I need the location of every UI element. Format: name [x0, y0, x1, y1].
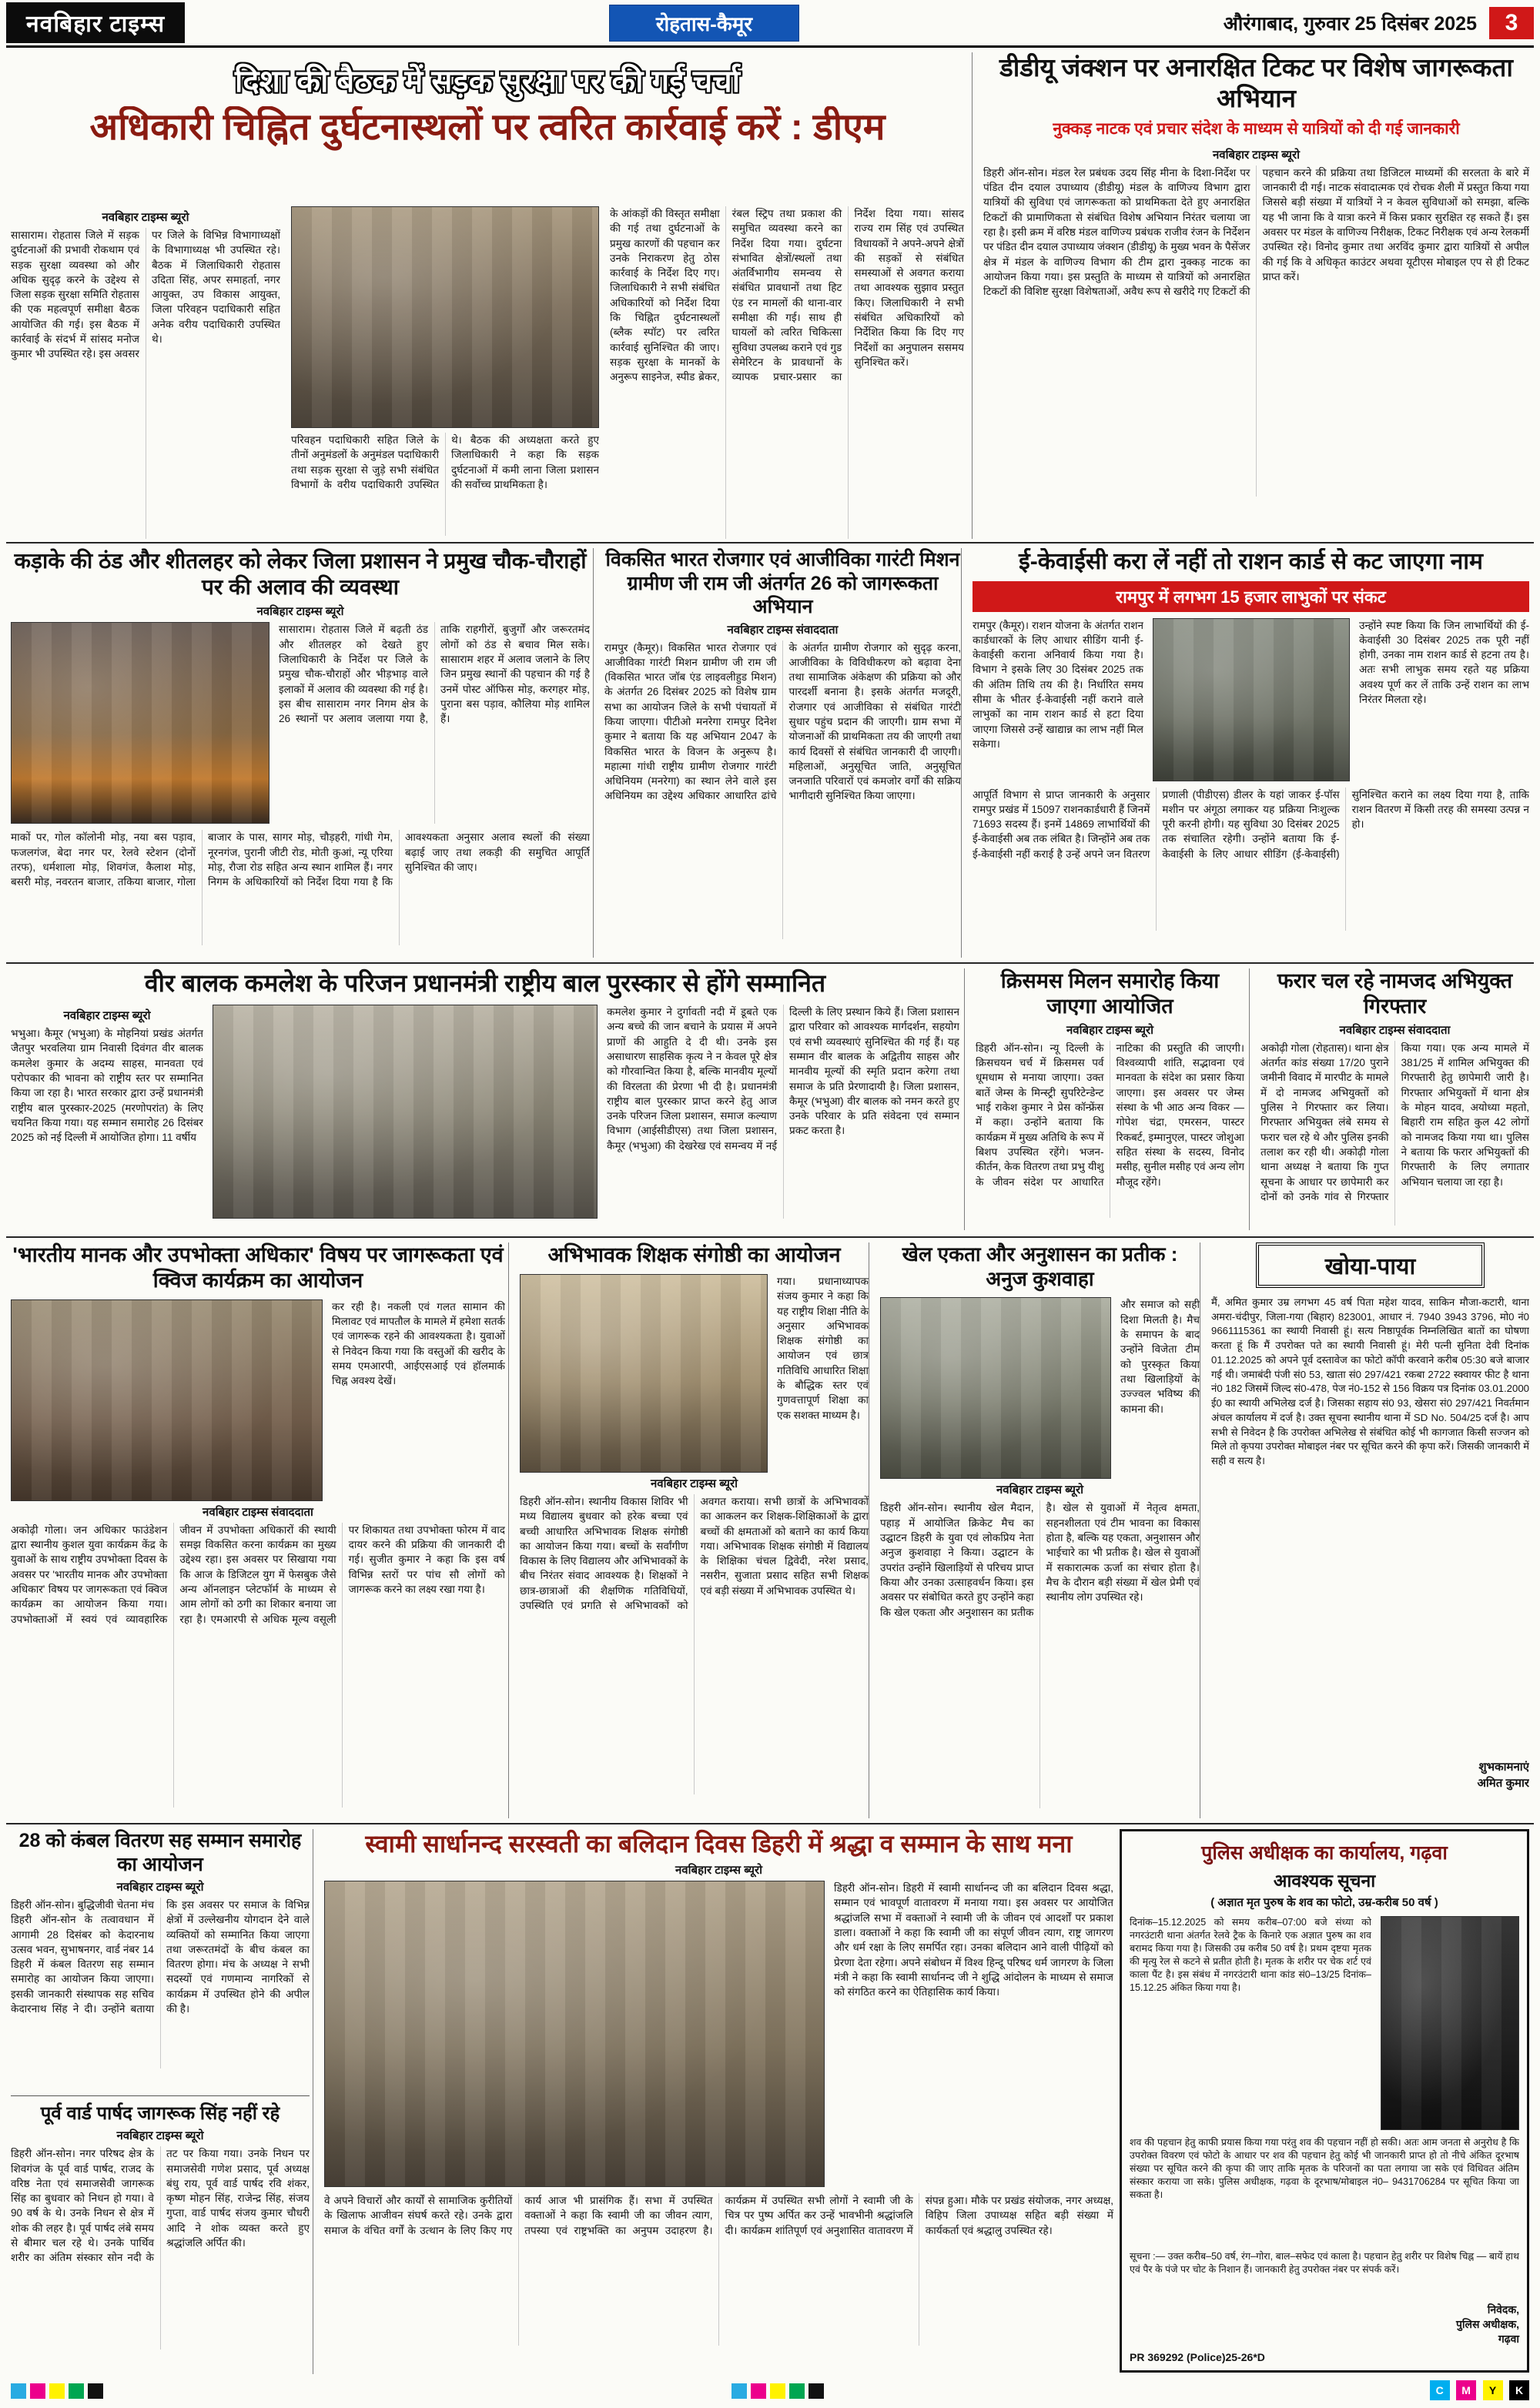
vikasit-headline: विकसित भारत रोजगार एवं आजीविका गारंटी मिशन ग्रामीण जी राम जी अंतर्गत 26 को जागरूकता अभियान	[605, 549, 960, 617]
veer-body-right: कमलेश कुमार ने दुर्गावती नदी में डूबते एक अन्य बच्चे की जान बचाने के प्रयास में अपने प्राणों की आहुति दे दी थी। उनके इस असाधारण साहसिक कृत्य ने न केवल पूरे क्षेत्र को गौरवान्वित किया है, बल्कि मानवीय मूल्यों की विरलता की प्रेरणा भी दी है। प्रधानमंत्री राष्ट्रीय बाल पुरस्कार प्राप्त करने हेतु आज उनके परिजन जिला प्रशासन, समाज कल्याण विभाग (आईसीडीएस) तथा जिला प्रशासन, कैमूर (भभुआ) की देखरेख एवं समन्वय में नई दिल्ली के लिए प्रस्थान किये हैं। जिला प्रशासन द्वारा परिवार को आवश्यक मार्गदर्शन, सहयोग एवं सभी व्यवस्थाएं सुनिश्चित की गई हैं। यह सम्मान वीर बालक के अद्वितीय साहस और मानवीय मूल्यों की स्मृति प्रदान करेगा तथा समाज के प्रति प्रेरणादायी है। जिला प्रशासन, कैमूर (भभुआ) वीर बालक को नमन करते हुए उनके परिवार के प्रति संवेदना एवं सम्मान प्रकट करता है।	[607, 1006, 959, 1152]
parshad-byline: नवबिहार टाइम्स ब्यूरो	[116, 2129, 204, 2143]
sangosthi-body-side: गया। प्रधानाध्यापक संजय कुमार ने कहा कि यह राष्ट्रीय शिक्षा नीति के अनुसार अभिभावक शिक्षक संगोष्ठी का आयोजन एवं छात्र गतिविधि आधारित शिक्षा के बौद्धिक स्तर एवं गुणवत्तापूर्ण शिक्षा का एक सशक्त माध्यम है।	[777, 1275, 869, 1421]
school-photo	[520, 1274, 768, 1473]
tribute-gathering-photo	[324, 1881, 825, 2187]
police-pr-number: PR 369292 (Police)25-26*D	[1130, 2350, 1265, 2363]
bonfire-photo	[11, 622, 270, 824]
veer-headline: वीर बालक कमलेश के परिजन प्रधानमंत्री राष्ट्रीय बाल पुरस्कार से होंगे सम्मानित	[144, 969, 826, 997]
veer-article	[11, 968, 959, 1230]
page-header	[6, 5, 1534, 48]
lead-kicker: दिशा की बैठक में सड़क सुरक्षा पर की गई चर्चा	[234, 65, 741, 99]
registration-mark	[732, 2383, 747, 2399]
vikasit-body: रामपुर (कैमूर)। विकसित भारत रोजगार एवं आजीविका गारंटी मिशन ग्रामीण जी राम जी (विकसित भारत जॉब एंड लाइवलीहुड मिशन) के अंतर्गत 26 दिसंबर 2025 को विशेष ग्राम सभा का आयोजन जिले के सभी पंचायतों में किया जाएगा। पीटीओ मनरेगा रामपुर दिनेश कुमार ने बताया कि यह अभियान 2047 के विकसित भारत के विजन के अनुरूप है। महात्मा गांधी राष्ट्रीय ग्रामीण रोजगार गारंटी अधिनियम (मनरेगा) का स्थान लेने वाले इस अधिनियम का उद्देश्य अधिकार आधारित ढांचे के अंतर्गत ग्रामीण रोजगार को सुदृढ़ करना, आजीविका के विविधीकरण को बढ़ावा देना तथा सामाजिक अंकेक्षण की प्रक्रिया को और पारदर्शी बनाना है। इसके अंतर्गत मजदूरी, रोजगार एवं आजीविका से संबंधित गारंटी सुधार पहुंच प्रदान की जाएगी। ग्राम सभा में योजनाओं की प्राथमिकता तय की जाएगी तथा कार्य दिवसों से संबंधित जानकारी दी जाएगी। महिलाओं, अनुसूचित जाति, अनुसूचित जनजाति परिवारों एवं कमजोर वर्गों की सक्रिय भागीदारी सुनिश्चित किया जाएगा।	[604, 641, 961, 802]
ddu-body: डिहरी ऑन-सोन। मंडल रेल प्रबंधक उदय सिंह मीना के दिशा-निर्देश पर पंडित दीन दयाल उपाध्याय (डीडीयू) मंडल के वाणिज्य विभाग द्वारा यात्रियों की सुविधा एवं जागरूकता को प्राथमिकता देते हुए अनारक्षित टिकटों की प्रामाणिकता से संबंधित विशेष अभियान निरंतर चलाया जा रहा है। इसी क्रम में वरिष्ठ मंडल वाणिज्य प्रबंधक राजीव रंजन के निर्देशन पर पंडित दीन दयाल उपाध्याय जंक्शन (डीडीयू) के मुख्य भवन के पैसेंजर क्षेत्र में मंडल के वाणिज्य विभाग की टीम द्वारा नुक्कड़ नाटक का आयोजन किया गया। इस प्रस्तुति के माध्यम से यात्रियों को अनारक्षित टिकटों की विशिष्ट सुरक्षा विशेषताओं, अवैध रूप से खरीदे गए टिकटों की पहचान करने की प्रक्रिया तथा डिजिटल माध्यमों की सरलता के बारे में जानकारी दी गई। नाटक संवादात्मक एवं रोचक शैली में प्रस्तुत किया गया जिससे बड़ी संख्या में यात्रियों ने न केवल सुविधाओं को समझा, बल्कि यह भी जाना कि वे यात्रा करने में किस प्रकार सुरक्षित रह सकते हैं। इस अवसर पर मंडल के वाणिज्य निरीक्षक, टिकट निरीक्षक एवं अन्य रेलकर्मी उपस्थित रहे। विनोद कुमार तथा अरविंद कुमार द्वारा यात्रियों से अपील की गई कि वे अधिकृत काउंटर अथवा यूटीएस मोबाइल एप से ही टिकट प्राप्त करें।	[983, 166, 1529, 298]
alav-byline: नवबिहार टाइम्स ब्यूरो	[256, 605, 344, 619]
sangosthi-byline: नवबिहार टाइम्स ब्यूरो	[650, 1477, 738, 1490]
farar-body: अकोढ़ी गोला (रोहतास)। थाना क्षेत्र अंतर्गत कांड संख्या 17/20 पुराने जमीनी विवाद में मारपीट के मामले में दो नामजद अभियुक्तों को पुलिस ने गिरफ्तार कर लिया। गिरफ्तार अभियुक्त लंबे समय से फरार चल रहे थे और पुलिस इनकी तलाश कर रही थी। अकोढ़ी गोला थाना अध्यक्ष ने बताया कि गुप्त सूचना के आधार पर छापेमारी कर दोनों को उनके गांव से गिरफ्तार किया गया। एक अन्य मामले में 381/25 में शामिल अभियुक्त की गिरफ्तारी हेतु छापेमारी जारी है। गिरफ्तार अभियुक्तों में थाना क्षेत्र के मोहन यादव, अयोध्या महतो, बिहारी राम सहित कुल 42 लोगों को नामजद किया गया था। पुलिस ने बताया कि फरार अभियुक्तों की गिरफ्तारी के लिए लगातार अभियान चलाया जा रहा है।	[1260, 1042, 1529, 1202]
ekyc-article	[961, 548, 1529, 958]
veer-byline: नवबिहार टाइम्स ब्यूरो	[63, 1009, 151, 1023]
section-divider	[6, 1236, 1534, 1238]
kambal-byline: नवबिहार टाइम्स ब्यूरो	[116, 1881, 204, 1894]
swami-byline: नवबिहार टाइम्स ब्यूरो	[675, 1864, 762, 1878]
khel-headline: खेल एकता और अनुशासन का प्रतीक : अनुज कुशवाहा	[902, 1242, 1178, 1290]
registration-marks-left	[11, 2383, 107, 2399]
police-notice-photo-row	[1130, 1916, 1519, 2130]
farar-headline: फरार चल रहे नामजद अभियुक्त गिरफ्तार	[1277, 969, 1513, 1018]
kambal-body: डिहरी ऑन-सोन। बुद्धिजीवी चेतना मंच डिहरी ऑन-सोन के तत्वावधान में आगामी 28 दिसंबर को केदारनाथ उत्सव भवन, सुभाषनगर, वार्ड नंबर 14 डिहरी में कंबल वितरण सह सम्मान समारोह का आयोजन किया जाएगा। इसकी जानकारी संस्थापक सह सचिव केदारनाथ सिंह ने दी। उन्होंने बताया कि इस अवसर पर समाज के विभिन्न क्षेत्रों में उल्लेखनीय योगदान देने वाले व्यक्तियों को सम्मानित किया जाएगा तथा जरूरतमंदों के बीच कंबल का वितरण होगा। मंच के अध्यक्ष ने सभी सदस्यों एवं गणमान्य नागरिकों से कार्यक्रम में उपस्थित होने की अपील की है।	[11, 1899, 310, 2015]
khoya-paya-notice	[1200, 1242, 1529, 1818]
khel-byline: नवबिहार टाइम्स ब्यूरो	[996, 1483, 1083, 1497]
police-notice-title: पुलिस अधीक्षक का कार्यालय, गढ़वा	[1201, 1842, 1448, 1864]
ekyc-subhead: रामपुर में लगभग 15 हजार लाभुकों पर संकट	[973, 581, 1529, 612]
registration-mark	[69, 2383, 84, 2399]
cricket-team-photo	[880, 1297, 1111, 1479]
registration-mark	[49, 2383, 65, 2399]
section-divider	[6, 542, 1534, 543]
khoya-paya-signature	[1211, 1759, 1529, 1791]
cmyk-block-k: K	[1509, 2380, 1529, 2400]
parshad-article	[11, 2095, 310, 2373]
alav-body-top: सासाराम। रोहतास जिले में बढ़ती ठंड और शीतलहर को देखते हुए जिलाधिकारी के निर्देश पर जिले के प्रमुख चौक-चौराहों और भीड़भाड़ वाले इलाकों में अलाव की व्यवस्था की गई है। इस बीच सासाराम नगर निगम क्षेत्र के 26 स्थानों पर अलाव जलाया गया है, ताकि राहगीरों, बुजुर्गों और जरूरतमंद लोगों को ठंड से बचाव मिल सके। सासाराम शहर में अलाव जलाने के लिए जिन प्रमुख स्थानों की पहचान की गई है उनमें पोस्ट ऑफिस मोड़, करगहर मोड़, पुराना बस पड़ाव, कौलिया मोड़ शामिल हैं।	[279, 624, 590, 725]
sangosthi-photo-row	[520, 1274, 869, 1473]
section-divider	[6, 962, 1534, 964]
cmyk-blocks	[1427, 2380, 1529, 2400]
sangosthi-headline: अभिभावक शिक्षक संगोष्ठी का आयोजन	[547, 1243, 841, 1266]
lead-body-under-photo: परिवहन पदाधिकारी सहित जिले के तीनों अनुमंडलों के अनुमंडल पदाधिकारी तथा सड़क सुरक्षा से जुड़े सभी संबंधित विभागों के वरीय पदाधिकारी उपस्थित थे। बैठक की अध्यक्षता करते हुए जिलाधिकारी ने कहा कि सड़क दुर्घटनाओं में कमी लाना जिला प्रशासन की सर्वोच्च प्राथमिकता है।	[291, 434, 599, 490]
registration-mark	[808, 2383, 824, 2399]
police-notice-body-rest: शव की पहचान हेतु काफी प्रयास किया गया परंतु शव की पहचान नहीं हो सकी। अतः आम जनता से अनुरोध है कि उपरोक्त विवरण एवं फोटो के आधार पर शव की पहचान हेतु कोई भी जानकारी प्राप्त हो तो नीचे अंकित दूरभाष संख्या पर सूचित करने की कृपा की जाए ताकि मृतक के परिजनों का पता लगाया जा सके एवं विधिवत अंतिम संस्कार कराया जा सके। पुलिस अधीक्षक, गढ़वा के दूरभाष/मोबाइल नं0– 9431706284 पर सूचित किया जा सकता है।	[1130, 2137, 1519, 2200]
police-notice-photo-caption: ( अज्ञात मृत पुरुष के शव का फोटो, उम्र-करीब 50 वर्ष )	[1210, 1896, 1438, 1909]
registration-mark	[751, 2383, 766, 2399]
manak-body-side: कर रही है। नकली एवं गलत सामान की मिलावट एवं मापतौल के मामले में हमेशा सतर्क एवं जागरूक रहने की आवश्यकता है। युवाओं से निवेदन किया गया कि वस्तुओं की खरीद के समय एमआरपी, आईएसआई एवं हॉलमार्क चिह्न अवश्य देखें।	[332, 1300, 505, 1387]
ekyc-photo-row	[973, 618, 1529, 781]
section-divider	[6, 1823, 1534, 1824]
ddu-headline: डीडीयू जंक्शन पर अनारक्षित टिकट पर विशेष जागरूकता अभियान	[999, 53, 1513, 113]
ddu-byline: नवबिहार टाइम्स ब्यूरो	[1212, 148, 1300, 162]
alav-body-bottom: माकों पर, गोल कॉलोनी मोड़, नया बस पड़ाव, फजलगंज, बेदा नगर पर, रेलवे स्टेशन (दोनों तरफ), धर्मशाला मोड़, शिवगंज, कैलाश मोड़, बसरी मोड़, नवरतन बाजार, तकिया बाजार, गोला बाजार के पास, सागर मोड़, चौड़हरी, गांधी गेम, नूरनगंज, पुरानी जीटी रोड, मोती कुआं, न्यू एरिया मोड़, रौजा रोड सहित अन्य स्थान शामिल हैं। नगर निगम के अधिकारियों को निर्देश दिया गया है कि आवश्यकता अनुसार अलाव स्थलों की संख्या बढ़ाई जाए तथा लकड़ी की समुचित आपूर्ति सुनिश्चित की जाए।	[11, 831, 590, 888]
ekyc-body-right: उन्होंने स्पष्ट किया कि जिन लाभार्थियों की ई-केवाईसी 30 दिसंबर 2025 तक पूरी नहीं होगी, उनका नाम राशन कार्ड से हटना तय है। अतः सभी लाभुक समय रहते यह प्रक्रिया अवश्य पूर्ण कर लें ताकि उन्हें राशन का लाभ निरंतर मिलता रहे।	[1359, 619, 1529, 706]
khel-body-side: और समाज को सही दिशा मिलती है। मैच के समापन के बाद उन्होंने विजेता टीम को पुरस्कृत किया तथा खिलाड़ियों के उज्ज्वल भविष्य की कामना की।	[1120, 1299, 1200, 1415]
swami-body-side: डिहरी ऑन-सोन। डिहरी में स्वामी सार्धानन्द जी का बलिदान दिवस श्रद्धा, सम्मान एवं भावपूर्ण वातावरण में मनाया गया। इस अवसर पर आयोजित श्रद्धांजलि सभा में वक्ताओं ने स्वामी जी के जीवन एवं आदर्शों पर प्रकाश डाला। वक्ताओं ने कहा कि स्वामी जी का संपूर्ण जीवन त्याग, राष्ट्र जागरण और धर्म रक्षा के लिए समर्पित रहा। उनका बलिदान आने वाली पीढ़ियों को प्रेरणा देता रहेगा। अपने संबोधन में विश्व हिन्दू परिषद धर्म जागरण के जिला मंत्री ने कहा कि स्वामी सार्धानन्द जी ने शुद्धि आंदोलन के माध्यम से समाज को संगठित करने का ऐतिहासिक कार्य किया।	[834, 1882, 1113, 1998]
christmas-article	[964, 968, 1244, 1230]
lead-headline: अधिकारी चिह्नित दुर्घटनास्थलों पर त्वरित कार्रवाई करें : डीएम	[89, 107, 886, 148]
ekyc-headline: ई-केवाईसी करा लें नहीं तो राशन कार्ड से कट जाएगा नाम	[1018, 549, 1483, 574]
police-notice-subtitle: आवश्यक सूचना	[1273, 1871, 1376, 1891]
registration-mark	[30, 2383, 45, 2399]
christmas-body: डिहरी ऑन-सोन। न्यू दिल्ली के क्रिसचयन चर्च में क्रिसमस पर्व धूमधाम से मनाया जाएगा। उक्त बातें जेम्स के मिन्स्ट्री सुपरिटेन्डेन्ट भाई राकेश कुमार ने प्रेस कॉन्फ्रेंस में कहा। उन्होंने बताया कि कार्यक्रम में मुख्य अतिथि के रूप में बिशप उपस्थित रहेंगे। भजन-कीर्तन, केक वितरण तथा प्रभु यीशु के जीवन संदेश पर आधारित नाटिका की प्रस्तुति की जाएगी। विश्वव्यापी शांति, सद्भावना एवं मानवता के संदेश का प्रसार किया जाएगा। इस अवसर पर जेम्स संस्था के भी आठ अन्य विकर — गोपेश चंद्रा, एमरसन, पास्टर रिकबर्ट, इम्मानुएल, पास्टर जोशुआ सहित संस्था के सदस्य, विनोद मसीह, सुनील मसीह एवं अन्य लोग मौजूद रहेंगे।	[976, 1042, 1244, 1188]
family-group-photo	[213, 1005, 598, 1219]
alav-article	[11, 548, 590, 958]
swami-headline: स्वामी सार्धानन्द सरस्वती का बलिदान दिवस डिहरी में श्रद्धा व सम्मान के साथ मना	[365, 1830, 1073, 1858]
registration-mark	[770, 2383, 785, 2399]
registration-marks-center	[732, 2383, 828, 2399]
kambal-article	[11, 1829, 310, 2088]
swami-body-bottom: वे अपने विचारों और कार्यों से सामाजिक कुरीतियों के खिलाफ आजीवन संघर्ष करते रहे। उनके द्वारा समाज के वंचित वर्गों के उत्थान के लिए किए गए कार्य आज भी प्रासंगिक हैं। सभा में उपस्थित वक्ताओं ने कहा कि स्वामी जी का जीवन त्याग, तपस्या एवं राष्ट्रभक्ति का अनुपम उदाहरण है। कार्यक्रम में उपस्थित सभी लोगों ने स्वामी जी के चित्र पर पुष्प अर्पित कर उन्हें भावभीनी श्रद्धांजलि दी। कार्यक्रम शांतिपूर्ण एवं अनुशासित वातावरण में संपन्न हुआ। मौके पर प्रखंड संयोजक, नगर अध्यक्ष, विहिप जिला उपाध्यक्ष सहित बड़ी संख्या में कार्यकर्ता एवं श्रद्धालु उपस्थित रहे।	[324, 2195, 1113, 2236]
parshad-body: डिहरी ऑन-सोन। नगर परिषद क्षेत्र के शिवगंज के पूर्व वार्ड पार्षद, राजद के वरिष्ठ नेता एवं समाजसेवी जागरूक सिंह का बुधवार को निधन हो गया। वे 90 वर्ष के थे। उनके निधन से क्षेत्र में शोक की लहर है। पूर्व पार्षद लंबे समय से बीमार चल रहे थे। उनके पार्थिव शरीर का अंतिम संस्कार सोन नदी के तट पर किया गया। उनके निधन पर समाजसेवी गणेश प्रसाद, पूर्व अध्यक्ष बंधु राय, पूर्व वार्ड पार्षद रवि शंकर, कृष्ण मोहन सिंह, राजेन्द्र सिंह, संजय गुप्ता, वार्ड पार्षद संजय कुमार चौधरी आदि ने शोक व्यक्त करते हुए श्रद्धांजलि अर्पित की।	[11, 2148, 310, 2264]
parshad-headline: पूर्व वार्ड पार्षद जागरूक सिंह नहीं रहे	[40, 2103, 280, 2124]
khoya-paya-title: खोया-पाया	[1256, 1242, 1485, 1288]
police-notice-extra: सूचना :— उक्त करीब–50 वर्ष, रंग–गोरा, बाल–सफेद एवं काला है। पहचान हेतु शरीर पर विशेष चिह्न — बायें हाथ एवं पैर के पंजे पर चोट के निशान हैं। जानकारी हेतु उपरोक्त नंबर पर संपर्क करें।	[1130, 2251, 1519, 2275]
christmas-headline: क्रिसमस मिलन समारोह किया जाएगा आयोजित	[1000, 969, 1220, 1018]
manak-photo-row	[11, 1299, 505, 1501]
cmyk-block-y: Y	[1483, 2380, 1503, 2400]
lead-body-left: सासाराम। रोहतास जिले में सड़क दुर्घटनाओं की प्रभावी रोकथाम एवं सड़क सुरक्षा व्यवस्था को और अधिक सुदृढ़ करने के उद्देश्य से जिला सड़क सुरक्षा समिति रोहतास की एक महत्वपूर्ण समीक्षा बैठक आयोजित की गई। इस बैठक में कार्रवाई के संदर्भ में सांसद मनोज कुमार भी उपस्थित रहे। इस अवसर पर जिले के विभिन्न विभागाध्यक्षों के विभागाध्यक्ष भी उपस्थित रहे। बैठक में जिलाधिकारी रोहतास उदिता सिंह, अपर समाहर्ता, नगर आयुक्त, उप विकास आयुक्त, जिला परिवहन पदाधिकारी सहित अनेक वरीय पदाधिकारी उपस्थित थे।	[11, 229, 280, 360]
police-notice-signature	[1130, 2303, 1519, 2346]
veer-photo-row	[11, 1005, 959, 1219]
police-sign-line1: निवेदक,	[1487, 2303, 1519, 2316]
manak-byline: नवबिहार टाइम्स संवाददाता	[203, 1505, 313, 1519]
khoya-paya-body: मैं, अमित कुमार उम्र लगभग 45 वर्ष पिता महेश यादव, साकिन मौजा-कटारी, थाना अमरा-चंदीपुर, जिला-गया (बिहार) 823001, आधार नं. 7940 3943 3796, मो0 नं0 9661115361 का स्थायी निवासी हूं। सत्य निष्ठापूर्वक निम्नलिखित बातों का घोषणा करता हूं कि मैं उपरोक्त पते का स्थायी निवासी हूं। मेरी पत्नी सुनिता देवी दिनांक 01.12.2025 को अपने पूर्व दस्तावेज का फोटो कॉपी करवाने करीब 05:30 बजे बाजार गई थी। जमाबंदी पंजी सं0 53, खाता सं0 297/421 रकबा 2722 स्क्वायर फीट है थाना नं0 182 जिसमें जिल्द सं0-478, पेज नं0-152 से 156 विक्रय पत्र दिनांक 03.01.2000 ई0 का स्थायी अभिलेख दर्ज है। जिसका सहाय सं0 93, खेसरा सं0 297/421 निवर्तमान अंचल कार्यालय में दर्ज है। उक्त सूचना स्थानीय थाना में SD No. 504/25 दर्ज है। आप सभी से निवेदन है कि उपरोक्त अभिलेख से संबंधित कोई भी कागजात किसी सज्जन को मिले तो कृपया उपरोक्त मोबाइल नंबर पर सूचित करने की कृपा करें। जिसकी जानकारी में सही व सत्य है।	[1211, 1296, 1529, 1467]
vikasit-byline: नवबिहार टाइम्स संवाददाता	[727, 623, 839, 637]
police-sign-line2: पुलिस अधीक्षक,	[1455, 2317, 1519, 2330]
cmyk-block-c: C	[1430, 2380, 1450, 2400]
christmas-byline: नवबिहार टाइम्स ब्यूरो	[1066, 1023, 1153, 1037]
lead-article-body	[11, 206, 964, 539]
manak-article	[11, 1242, 505, 1818]
ekyc-body-left: रामपुर (कैमूर)। राशन योजना के अंतर्गत राशन कार्डधारकों के लिए आधार सीडिंग यानी ई-केवाईसी कराना अनिवार्य किया गया है। विभाग ने इसके लिए 30 दिसंबर 2025 तक की अंतिम तिथि तय की है। निर्धारित समय सीमा के भीतर ई-केवाईसी नहीं कराने वाले लाभुकों का नाम राशन कार्ड से हटा दिया जाएगा जिससे उन्हें खाद्यान्न का लाभ नहीं मिल सकेगा।	[973, 619, 1143, 750]
sangosthi-body-bottom: डिहरी ऑन-सोन। स्थानीय विकास शिविर भी मध्य विद्यालय बुधवार को हरेक बच्चा एवं बच्ची आधारित अभिभावक शिक्षक संगोष्ठी का आयोजन किया गया। बच्चों के सर्वांगीण विकास के लिए विद्यालय और अभिभावकों के बीच निरंतर संवाद आवश्यक है। शिक्षकों ने छात्र-छात्राओं की शैक्षणिक गतिविधियों, उपस्थिति एवं प्रगति से अभिभावकों को अवगत कराया। सभी छात्रों के अभिभावकों का आकलन कर शिक्षक-शिक्षिकाओं के द्वारा बच्चों की क्षमताओं को बताने का कार्य किया गया। अभिभावक शिक्षक संगोष्ठी में विद्यालय के शिक्षिका चंचल द्विवेदी, नरेश प्रसाद, नसरीन, सुजाता प्रसाद सहित सभी शिक्षक एवं बड़ी संख्या में अभिभावक उपस्थित थे।	[520, 1495, 869, 1612]
sangosthi-article	[508, 1242, 869, 1818]
lead-body-right: के आंकड़ों की विस्तृत समीक्षा की गई तथा दुर्घटनाओं के प्रमुख कारणों की पहचान कर उनके निराकरण हेतु ठोस कार्रवाई के निर्देश दिए गए। जिलाधिकारी ने सभी संबंधित अधिकारियों को निर्देश दिया कि चिह्नित दुर्घटनास्थलों (ब्लैक स्पॉट) पर त्वरित कार्रवाई सुनिश्चित की जाए। सड़क सुरक्षा के मानकों के अनुरूप साइनेज, स्पीड ब्रेकर, रंबल स्ट्रिप तथा प्रकाश की समुचित व्यवस्था करने का निर्देश दिया गया। दुर्घटना संभावित क्षेत्रों/स्थलों तथा अंतर्विभागीय समन्वय से संबंधित प्रावधानों तथा हिट एंड रन मामलों की थाना-वार समीक्षा की गई। साथ ही घायलों को त्वरित चिकित्सा सुविधा उपलब्ध कराने एवं गुड सेमेरिटन के प्रावधानों के व्यापक प्रचार-प्रसार का निर्देश दिया गया। सांसद राज्य राम सिंह एवं उपस्थित विधायकों ने अपने-अपने क्षेत्रों की सड़कों से संबंधित समस्याओं से अवगत कराया तथा आवश्यक सुझाव प्रस्तुत किए। जिलाधिकारी ने सभी संबंधित अधिकारियों को निर्देशित किया कि दिए गए निर्देशों का अनुपालन ससमय सुनिश्चित करें।	[610, 208, 964, 383]
dateline: औरंगाबाद, गुरुवार 25 दिसंबर 2025	[1223, 12, 1477, 35]
ekyc-beneficiary-photo	[1153, 618, 1350, 781]
veer-body-left: भभुआ। कैमूर (भभुआ) के मोहनियां प्रखंड अंतर्गत जैतपुर भरवलिया ग्राम निवासी दिवंगत वीर बालक कमलेश कुमार के अदम्य साहस, मानवता एवं परोपकार की भावना को राष्ट्रीय स्तर पर सम्मानित किया जा रहा है। भारत सरकार द्वारा उन्हें प्रधानमंत्री राष्ट्रीय बाल पुरस्कार-2025 (मरणोपरांत) के लिए चयनित किया गया। यह सम्मान समारोह 26 दिसंबर 2025 को नई दिल्ली में आयोजित होगा। 11 वर्षीय	[11, 1028, 203, 1144]
ekyc-body-bottom: आपूर्ति विभाग से प्राप्त जानकारी के अनुसार रामपुर प्रखंड में 15097 राशनकार्डधारी हैं जिनमें 71693 सदस्य हैं। इनमें 14869 लाभार्थियों की ई-केवाईसी अब तक लंबित है। जिन्होंने अब तक ई-केवाईसी नहीं कराई है उन्हें अपने जन वितरण प्रणाली (पीडीएस) डीलर के यहां जाकर ई-पॉस मशीन पर अंगूठा लगाकर यह प्रक्रिया निःशुल्क पूरी करनी होगी। यह सुविधा 30 दिसंबर 2025 तक संचालित रहेगी। उन्होंने बताया कि ई-केवाईसी के लिए आधार सीडिंग (ई-केवाईसी) सुनिश्चित कराने का लक्ष्य दिया गया है, ताकि राशन वितरण में किसी तरह की समस्या उत्पन्न न हो।	[973, 788, 1529, 860]
khel-photo-row	[880, 1297, 1200, 1479]
khel-body-bottom: डिहरी ऑन-सोन। स्थानीय खेल मैदान, पहाड़ में आयोजित क्रिकेट मैच का उद्घाटन डिहरी के युवा एवं लोकप्रिय नेता अनुज कुशवाहा ने किया। उद्घाटन के उपरांत उन्होंने खिलाड़ियों से परिचय प्राप्त किया और उनका उत्साहवर्धन किया। इस अवसर पर संबोधित करते हुए उन्होंने कहा कि खेल एकता और अनुशासन का प्रतीक है। खेल से युवाओं में नेतृत्व क्षमता, सहनशीलता एवं टीम भावना का विकास होता है, बल्कि यह एकता, अनुशासन और भाईचारे का भी प्रतीक है। खेल से युवाओं में सकारात्मक ऊर्जा का संचार होता है। मैच के दौरान बड़ी संख्या में खेल प्रेमी एवं स्थानीय लोग उपस्थित रहे।	[880, 1502, 1200, 1618]
registration-mark	[11, 2383, 26, 2399]
page-number: 3	[1489, 7, 1534, 39]
khel-article	[869, 1242, 1200, 1818]
masthead: नवबिहार टाइम्स	[6, 2, 185, 43]
registration-mark	[88, 2383, 103, 2399]
veer-left-column	[11, 1005, 203, 1219]
lead-photo-column	[291, 206, 599, 539]
lead-byline: नवबिहार टाइम्स ब्यूरो	[102, 211, 189, 224]
registration-mark	[789, 2383, 805, 2399]
police-notice-box	[1120, 1829, 1529, 2373]
police-sign-line3: गढ़वा	[1498, 2332, 1519, 2345]
cmyk-block-m: M	[1456, 2380, 1476, 2400]
manak-body-bottom: अकोढ़ी गोला। जन अधिकार फाउंडेशन द्वारा स्थानीय कुशल युवा कार्यक्रम केंद्र के युवाओं के साथ राष्ट्रीय उपभोक्ता दिवस के अवसर पर 'भारतीय मानक और उपभोक्ता अधिकार' विषय पर जागरूकता एवं क्विज कार्यक्रम का आयोजन किया गया। उपभोक्ताओं में स्वयं एवं व्यावहारिक जीवन में उपभोक्ता अधिकारों की स्थायी समझ विकसित करना कार्यक्रम का मुख्य उद्देश्य रहा। इस अवसर पर सिखाया गया कि आज के डिजिटल युग में फेसबुक जैसे अन्य ऑनलाइन प्लेटफॉर्म के माध्यम से आम लोगों को ठगी का शिकार बनाया जा रहा है। एमआरपी से अधिक मूल्य वसूली पर शिकायत तथा उपभोक्ता फोरम में वाद दायर करने की प्रक्रिया की जानकारी दी गई। सुजीत कुमार ने कहा कि इस वर्ष विभिन्न स्तरों पर पांच सौ लोगों को जागरूक करने का लक्ष्य रखा गया है।	[11, 1523, 505, 1625]
ddu-subhead: नुक्कड़ नाटक एवं प्रचार संदेश के माध्यम से यात्रियों को दी गई जानकारी	[1053, 119, 1460, 138]
police-notice-body-side: दिनांक–15.12.2025 को समय करीब–07:00 बजे संध्या को नगरउंटारी थाना अंतर्गत रेलवे ट्रैक के किनारे एक अज्ञात पुरुष का शव बरामद किया गया है। जिसकी उम्र करीब 50 वर्ष है। प्रथम दृष्टया मृतक की मृत्यु रेल से कटने से प्रतीत होती है। मृतक के शरीर पर चेक शर्ट एवं काला पैंट है। इस संबंध में नगरउंटारी थाना कांड सं0–13/25 दिनांक–15.12.25 अंकित किया गया है।	[1130, 1917, 1371, 1993]
road-safety-meeting-photo	[291, 206, 599, 428]
lead-left-column	[11, 206, 280, 539]
swami-photo-row	[324, 1881, 1113, 2187]
alav-photo-row	[11, 622, 590, 824]
khoya-paya-sign-line2: अमित कुमार	[1477, 1777, 1529, 1790]
khoya-paya-sign-line1: शुभकामनाएं	[1478, 1761, 1529, 1774]
ddu-article	[972, 52, 1529, 539]
farar-byline: नवबिहार टाइम्स संवाददाता	[1339, 1023, 1451, 1037]
swami-article	[313, 1829, 1113, 2374]
region-tab: रोहतास-कैमूर	[609, 5, 799, 42]
manak-headline: 'भारतीय मानक और उपभोक्ता अधिकार' विषय पर जागरूकता एवं क्विज कार्यक्रम का आयोजन	[12, 1243, 504, 1292]
vikasit-article	[593, 548, 961, 958]
unidentified-person-photo	[1381, 1916, 1519, 2130]
alav-headline: कड़ाके की ठंड और शीतलहर को लेकर जिला प्रशासन ने प्रमुख चौक-चौराहों पर की अलाव की व्यवस्था	[14, 549, 587, 600]
quiz-program-photo	[11, 1299, 323, 1501]
kambal-headline: 28 को कंबल वितरण सह सम्मान समारोह का आयोजन	[18, 1830, 302, 1875]
farar-article	[1249, 968, 1529, 1230]
